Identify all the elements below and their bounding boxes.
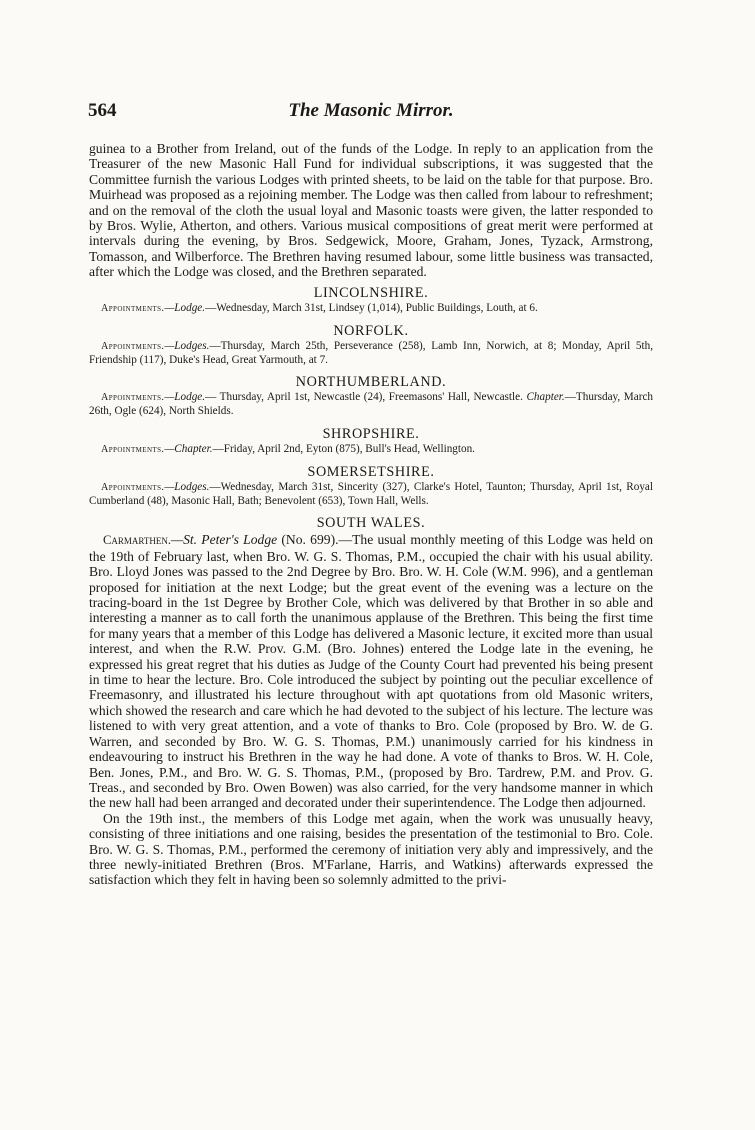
appointments-somersetshire: Appointments.—Lodges.—Wednesday, March 31st, Sincerity (327), Clarke's Hotel, Taunton; Thursday, April 1st, Royal Cumberland (48), Masonic Hall, Bath; Benevolent (653), Town Hall, Wells. bbox=[89, 481, 653, 507]
appointments-norfolk: Appointments.—Lodges.—Thursday, March 25th, Perseverance (258), Lamb Inn, Norwich, at 8; Monday, April 5th, Friendship (117), Duke's Head, Great Yarmouth, at 7. bbox=[89, 340, 653, 366]
heading-shropshire: SHROPSHIRE. bbox=[322, 425, 420, 442]
intro-paragraph: guinea to a Brother from Ireland, out of the funds of the Lodge. In reply to an application from the Treasurer of the new Masonic Hall Fund for individual subscriptions, it was suggested that the Committee furnish the various Lodges with printed sheets, to be laid on the table for that purpose. Bro. Muirhead was proposed as a rejoining member. The Lodge was then called from labour to refreshment; and on the removal of the cloth the usual loyal and Masonic toasts were given, the latter responded to by Bros. Wylie, Atherton, and others. Various musical compositions of great merit were performed at intervals during the evening, by Bros. Sedgewick, Moore, Graham, Jones, Tyzack, Armstrong, Tomasson, and Wilberforce. The Brethren having resumed labour, some little business was transacted, after which the Lodge was closed, and the Brethren separated. bbox=[89, 141, 653, 280]
heading-somersetshire: SOMERSETSHIRE. bbox=[307, 464, 435, 481]
south-wales-paragraph-2: On the 19th inst., the members of this Lodge met again, when the work was unusually heavy, consisting of three initiations and one raising, besides the presentation of the testimonial to Bro. Cole. Bro. W. G. S. Thomas, P.M., performed the ceremony of initiation very ably and impressively, and the three newly-initiated Brethren (Bros. M'Farlane, Harris, and Watkins) afterwards expressed the satisfaction which they felt in having been so solemnly admitted to the privi- bbox=[89, 810, 653, 888]
south-wales-paragraph-1: Carmarthen.—St. Peter's Lodge (No. 699).—The usual monthly meeting of this Lodge was held on the 19th of February last, when Bro. W. G. S. Thomas, P.M., occupied the chair with his usual ability. Bro. Lloyd Jones was passed to the 2nd Degree by Bro. Bro. W. H. Cole (W.M. 996), and a gentleman proposed for initiation at the next Lodge; but the great event of the evening was a lecture on the tracing-board in the 1st Degree by Brother Cole, which was delivered by that Brother in so able and interesting a manner as to call forth the unanimous applause of the Brethren. This being the first time for many years that a member of this Lodge has delivered a Masonic lecture, it excited more than usual interest, and when the R.W. Prov. G.M. (Bro. Johnes) entered the Lodge late in the evening, he expressed his great regret that his duties as Judge of the County Court had prevented his being present in time to hear the lecture. Bro. Cole introduced the subject by pointing out the peculiar excellence of Freemasonry, and illustrated his lecture throughout with apt quotations from old Masonic writers, which showed the research and care which he had devoted to the subject of his lecture. The lecture was listened to with very great attention, and a vote of thanks to Bro. Cole (proposed by Bro. W. de G. Warren, and seconded by Bro. W. G. S. Thomas, P.M.) unanimously carried for his kindness in endeavouring to instruct his Brethren in the way he had done. A vote of thanks to Bros. W. H. Cole, Ben. Jones, P.M., and Bro. W. G. S. Thomas, P.M., (proposed by Bro. Tardrew, P.M. and Prov. G. Treas., and seconded by Bro. Owen Bowen) was also carried, for the very handsome manner in which the new hall had been arranged and decorated under their superintendence. The Lodge then adjourned. bbox=[89, 532, 653, 811]
heading-northumberland: NORTHUMBERLAND. bbox=[295, 374, 447, 391]
heading-south-wales: SOUTH WALES. bbox=[316, 515, 426, 532]
page-content bbox=[89, 141, 653, 888]
appointments-lincolnshire: Appointments.—Lodge.—Wednesday, March 31st, Lindsey (1,014), Public Buildings, Louth, at 6. bbox=[101, 301, 538, 314]
appointments-northumberland: Appointments.—Lodge.— Thursday, April 1st, Newcastle (24), Freemasons' Hall, Newcastle. Chapter.—Thursday, March 26th, Ogle (624), North Shields. bbox=[89, 391, 654, 418]
heading-norfolk: NORFOLK. bbox=[333, 323, 409, 340]
heading-lincolnshire: LINCOLNSHIRE. bbox=[313, 284, 429, 301]
appointments-shropshire: Appointments.—Chapter.—Friday, April 2nd, Eyton (875), Bull's Head, Wellington. bbox=[101, 442, 475, 455]
running-title: The Masonic Mirror. bbox=[288, 100, 454, 121]
page-number: 564 bbox=[88, 100, 117, 121]
page-header bbox=[88, 100, 654, 122]
